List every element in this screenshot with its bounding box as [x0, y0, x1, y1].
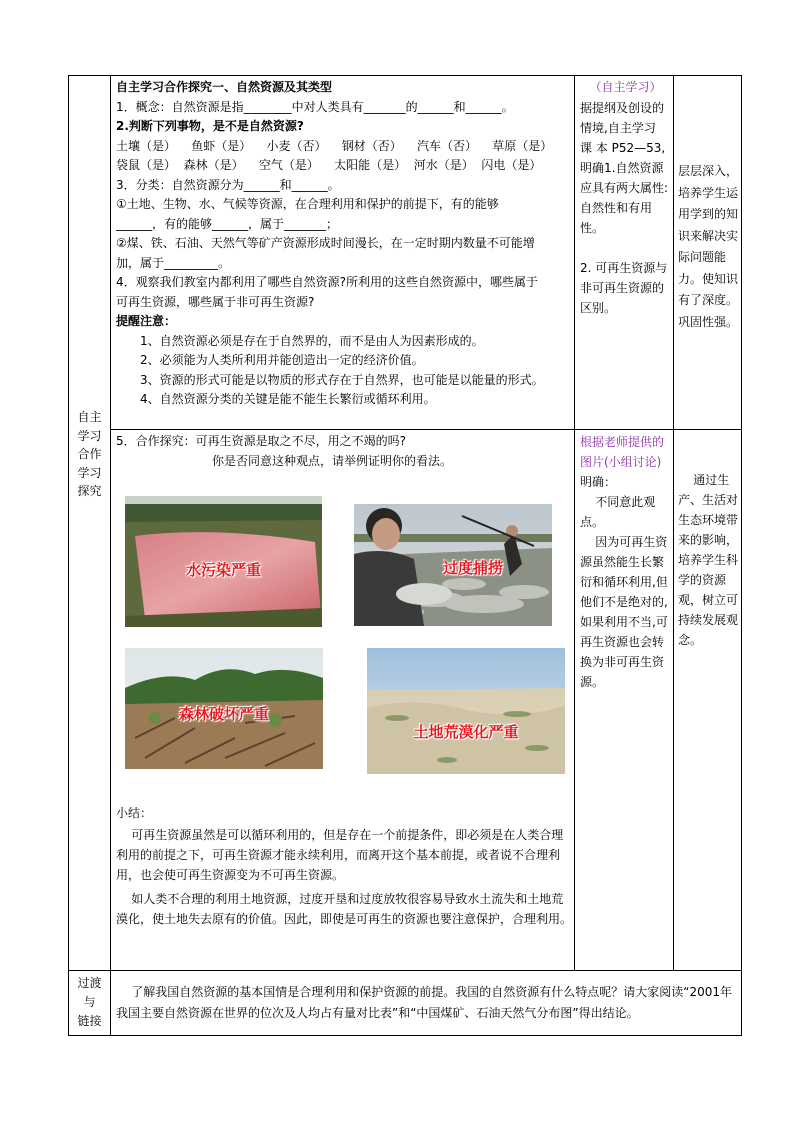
question-line: 你是否同意这种观点，请举例证明你的看法。: [212, 453, 453, 468]
table-border-bottom: [68, 1035, 742, 1036]
section1-line: 3．分类：自然资源分为______和______。: [116, 177, 340, 192]
water-pollution-photo: [125, 496, 322, 627]
photo-caption: 森林破坏严重: [178, 705, 269, 723]
row-divider-transition: [68, 970, 742, 971]
note-item: 4、自然资源分类的关键是能不能生长繁衍或循环利用。: [140, 392, 436, 406]
table-border-top: [68, 75, 742, 76]
note-item: 3、资源的形式可能是以物质的形式存在于自然界，也可能是以能量的形式。: [140, 372, 544, 387]
photo-caption: 土地荒漠化严重: [413, 723, 519, 741]
col-divider-1: [110, 75, 111, 1036]
transition-label: 过渡 与 链接: [77, 976, 102, 1028]
overfishing-photo: [354, 504, 552, 626]
section-title: 自主学习合作探究一、自然资源及其类型: [116, 80, 333, 94]
section1-line: 土壤（是） 鱼虾（是） 小麦（否） 钢材（否） 汽车（否） 草原（是）: [116, 138, 553, 153]
activity-tag: （自主学习）: [589, 80, 662, 94]
question-line: 5．合作探究：可再生资源是取之不尽，用之不竭的吗?: [116, 434, 407, 448]
table-border-left: [68, 75, 69, 1036]
row-divider: [110, 429, 742, 430]
photo-watermark: ZOL: [130, 651, 147, 660]
deforestation-photo: [125, 648, 323, 769]
desertification-image: [367, 648, 565, 774]
notes-title: 提醒注意：: [116, 314, 177, 328]
section1-line: 袋鼠（是） 森林（是） 空气（是） 太阳能（是） 河水（是） 闪电（是）: [116, 158, 542, 172]
left-label: 自主 学习 合作 学习 探究: [77, 410, 102, 498]
section-cooperative-inquiry: [116, 432, 572, 968]
section1-line: 4．观察我们教室内都利用了哪些自然资源?所利用的这些自然资源中，哪些属于: [116, 275, 539, 289]
photo-caption: 水污染严重: [185, 561, 261, 579]
activity-tag: 根据老师提供的图片(小组讨论): [580, 435, 665, 469]
summary-paragraph: 可再生资源虽然是可以循环利用的，但是存在一个前提条件，即必须是在人类合理利用的前提之下，可再生资源才能永续利用，而离开这个基本前提，或者说不合理利用，也会使可再生资源变为不可再生资源。: [116, 828, 564, 882]
section1-line: 可再生资源，哪些属于非可再生资源?: [116, 294, 315, 309]
section1-line: 2.判断下列事物，是不是自然资源?: [116, 119, 304, 133]
activity-body: 据提纲及创设的情境,自主学习 课 本 P52—53,明确1.自然资源应具有两大属性:自然性和有用性。 2. 可再生资源与非可再生资源的区别。: [580, 100, 669, 315]
activity-column-bottom: [580, 432, 671, 692]
section1-line: 加，属于_________。: [116, 255, 231, 270]
section1-line: ①土地、生物、水、气候等资源，在合理利用和保护的前提下，有的能够: [116, 197, 499, 211]
desertification-photo: [367, 648, 565, 774]
activity-body: 明确： 不同意此观点。 因为可再生资源虽然能生长繁衍和循环利用,但他们不是绝对的,如果利用不当,可再生资源也会转换为非可再生资源。: [580, 475, 668, 689]
summary-title: 小结：: [116, 806, 153, 820]
section1-line: ②煤、铁、石油、天然气等矿产资源形成时间漫长，在一定时期内数量不可能增: [116, 236, 535, 250]
activity-column-top: [580, 78, 671, 318]
summary-paragraph: 如人类不合理的利用土地资源，过度开垦和过度放牧很容易导致水土流失和土地荒漠化，使土地失去原有的价值。因此，即使是可再生的资源也要注意保护，合理利用。: [116, 892, 572, 926]
col-divider-2: [574, 75, 575, 971]
section-natural-resources: [116, 78, 572, 410]
purpose-column-top: 层层深入，培养学生运用学到的知识来解决实际问题能力。使知识有了深度。巩固性强。: [678, 164, 739, 329]
purpose-column-bottom: 通过生产、生活对生态环境带来的影响，培养学生科学的资源观，树立可持续发展观念。: [678, 473, 739, 647]
photo-caption: 过度捕捞: [442, 559, 503, 577]
col-divider-3: [673, 75, 674, 971]
note-item: 2、必须能为人类所利用并能创造出一定的经济价值。: [140, 353, 424, 367]
note-item: 1、自然资源必须是存在于自然界的，而不是由人为因素形成的。: [140, 333, 484, 348]
table-border-right: [741, 75, 742, 1036]
transition-text: 了解我国自然资源的基本国情是合理利用和保护资源的前提。我国的自然资源有什么特点呢？请大家阅读“2001年我国主要自然资源在世界的位次及人均占有量对比表”和“中国煤矿、石油天然气分布图”得出结论。: [116, 985, 733, 1020]
section1-line: 1．概念：自然资源是指________中对人类具有_______的______和______。: [116, 99, 514, 114]
section1-line: ______，有的能够______，属于_______；: [116, 216, 339, 231]
